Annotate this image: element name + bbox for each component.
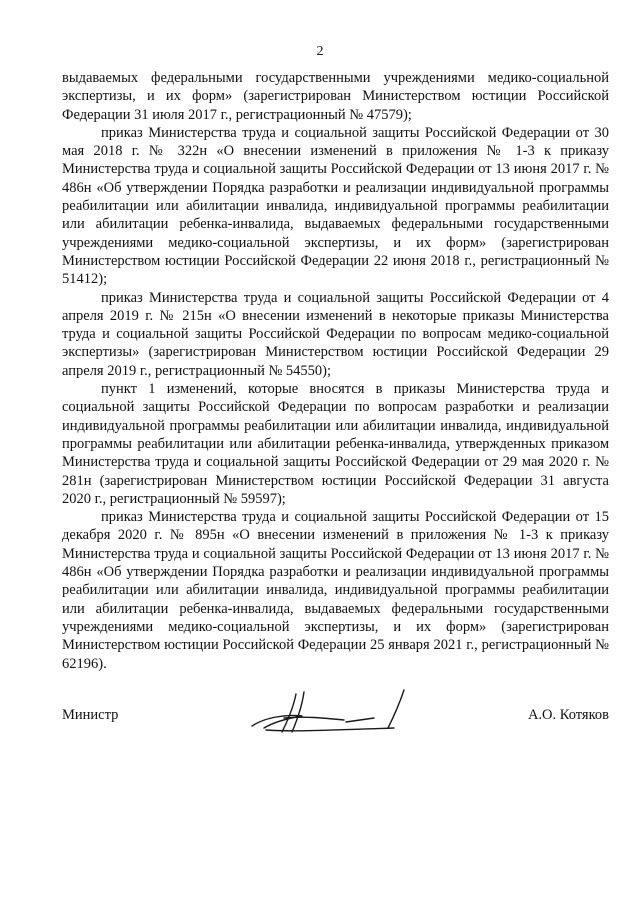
minister-name: А.О. Котяков [527, 707, 609, 723]
paragraph-continuation: выдаваемых федеральными государственными учреждениями медико-социальной экспертизы, и их форм» (зарегистрирован Министерством юстиции Российской Федерации 31 июля 2017 г., регистрационный № 47579); [62, 70, 609, 123]
minister-title: Министр [62, 707, 119, 723]
document-body [62, 69, 609, 673]
page-number: 2 [316, 44, 324, 59]
handwritten-signature [244, 688, 424, 738]
paragraph-item-1-order-281n: пункт 1 изменений, которые вносятся в приказы Министерства труда и социальной защиты Российской Федерации по вопросам разработки и реализации индивидуальной программы реабилитации или абилитации инвалида, индивидуальной программы реабилитации или абилитации ребенка-инвалида, утвержденных приказом Министерства труда и социальной защиты Российской Федерации от 29 мая 2020 г. № 281н (зарегистрирован Министерством юстиции Российской Федерации 31 августа 2020 г., регистрационный № 59597); [62, 381, 609, 507]
paragraph-order-215n: приказ Министерства труда и социальной защиты Российской Федерации от 4 апреля 2019 г. № 215н «О внесении изменений в некоторые приказы Министерства труда и социальной защиты Российской Федерации по вопросам медико-социальной экспертизы» (зарегистрирован Министерством юстиции Российской Федерации 29 апреля 2019 г., регистрационный № 54550); [62, 289, 609, 379]
paragraph-order-895n: приказ Министерства труда и социальной защиты Российской Федерации от 15 декабря 2020 г. № 895н «О внесении изменений в приложения № 1-3 к приказу Министерства труда и социальной защиты Российской Федерации от 13 июня 2017 г. № 486н «Об утверждении Порядка разработки и реализации индивидуальной программы реабилитации или абилитации инвалида, индивидуальной программы реабилитации или абилитации ребенка-инвалида, выдаваемых федеральными государственными учреждениями медико-социальной экспертизы, и их форм» (зарегистрирован Министерством юстиции Российской Федерации 25 января 2021 г., регистрационный № 62196). [62, 509, 609, 672]
signature-block [62, 706, 609, 746]
paragraph-order-322n: приказ Министерства труда и социальной защиты Российской Федерации от 30 мая 2018 г. № 322н «О внесении изменений в приложения № 1-3 к приказу Министерства труда и социальной защиты Российской Федерации от 13 июня 2017 г. № 486н «Об утверждении Порядка разработки и реализации индивидуальной программы реабилитации или абилитации инвалида, индивидуальной программы реабилитации или абилитации ребенка-инвалида, выдаваемых федеральными государственными учреждениями медико-социальной экспертизы, и их форм» (зарегистрирован Министерством юстиции Российской Федерации 22 июня 2018 г., регистрационный № 51412); [62, 124, 609, 288]
